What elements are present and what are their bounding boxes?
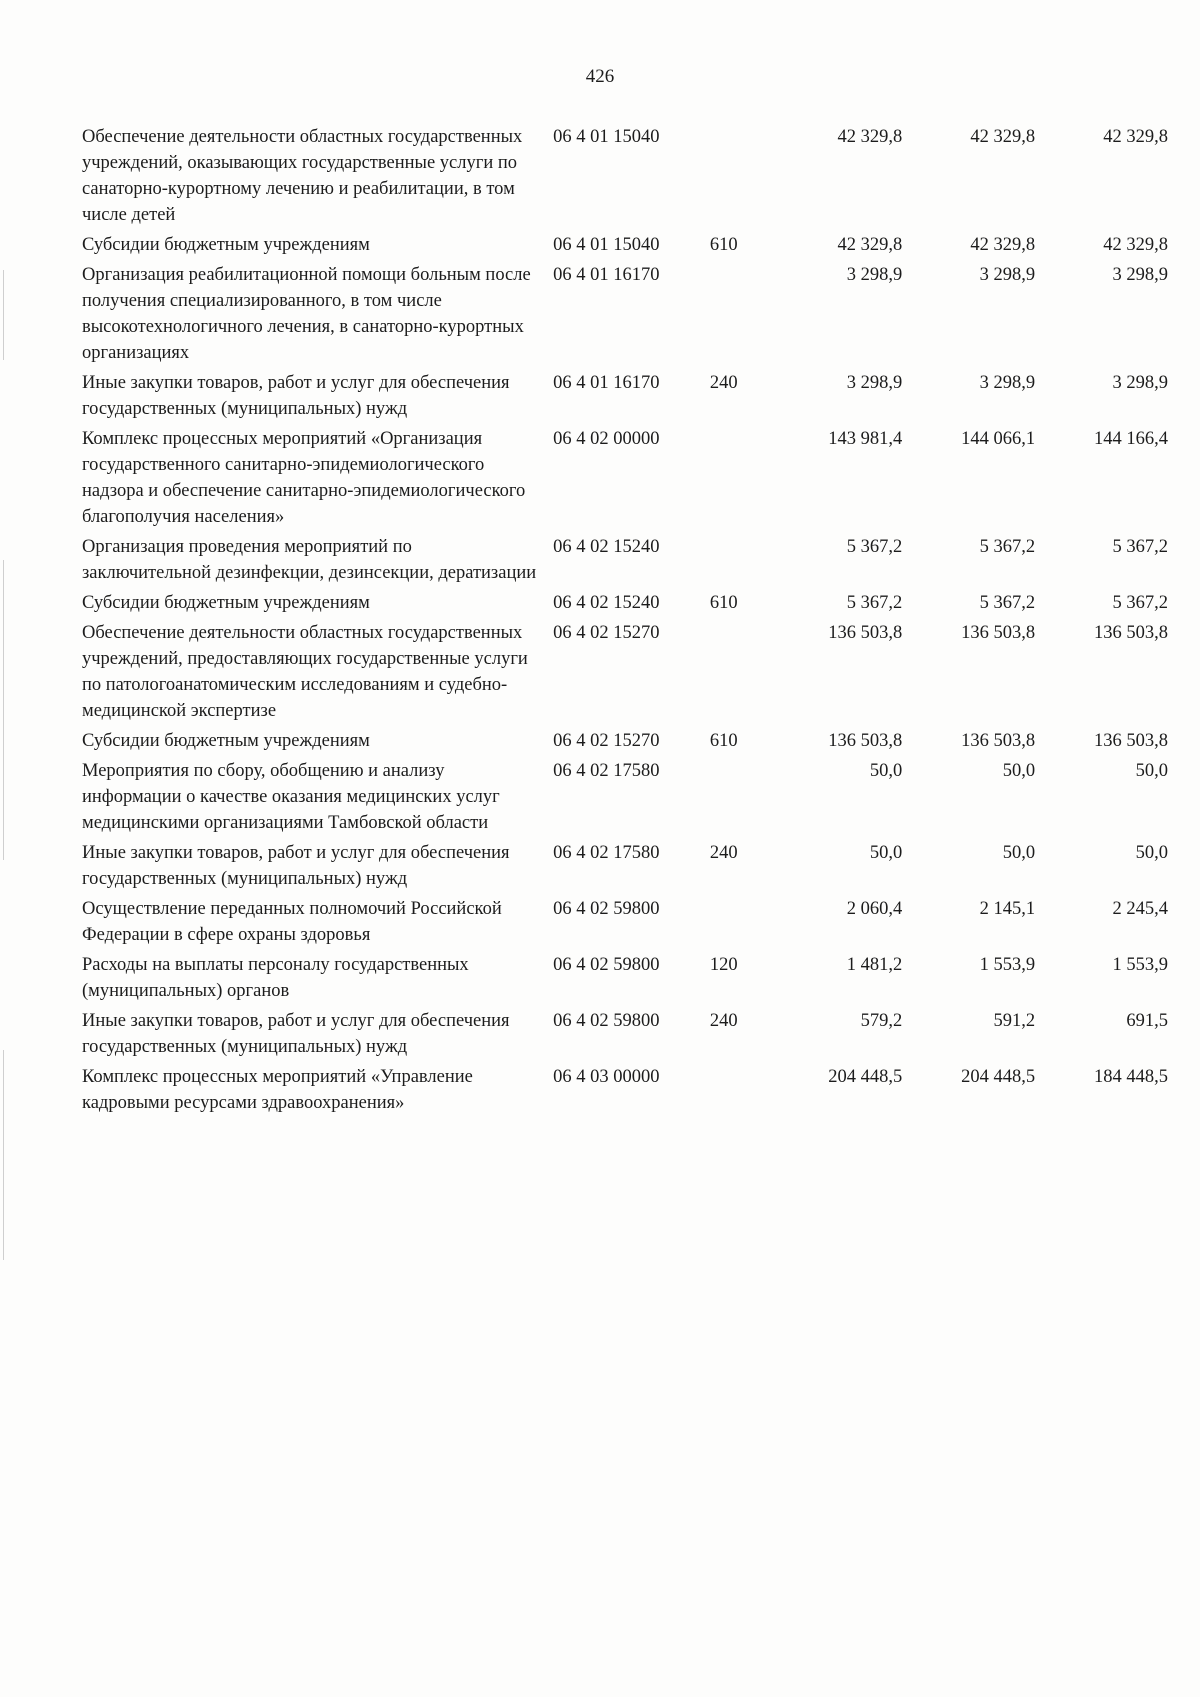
amount-year-1: 204 448,5 xyxy=(828,1067,903,1087)
target-code: 06 4 02 15270 xyxy=(553,623,660,643)
target-code: 06 4 02 17580 xyxy=(553,761,660,781)
item-name: Расходы на выплаты персоналу государственных (муниципальных) органов xyxy=(82,955,469,1001)
item-name: Субсидии бюджетным учреждениям xyxy=(82,731,370,751)
item-name: Обеспечение деятельности областных государственных учреждений, предоставляющих государственные услуги по патологоанатомическим исследованиям и судебно-медицинской экспертизе xyxy=(82,623,528,721)
amount-year-3: 5 367,2 xyxy=(1112,537,1168,557)
amount-year-1: 2 060,4 xyxy=(846,899,903,919)
table-row xyxy=(82,426,1168,530)
table-row xyxy=(82,232,1168,258)
expense-type: 610 xyxy=(709,593,738,613)
amount-year-2: 1 553,9 xyxy=(979,955,1036,975)
target-code: 06 4 02 15240 xyxy=(553,593,660,613)
amount-year-2: 144 066,1 xyxy=(961,429,1036,449)
amount-year-1: 5 367,2 xyxy=(846,593,903,613)
table-row xyxy=(82,1008,1168,1060)
amount-year-2: 5 367,2 xyxy=(979,537,1036,557)
amount-year-2: 50,0 xyxy=(1002,843,1036,863)
table-row xyxy=(82,896,1168,948)
amount-year-3: 136 503,8 xyxy=(1094,731,1168,751)
amount-year-1: 42 329,8 xyxy=(837,127,903,147)
amount-year-3: 2 245,4 xyxy=(1112,899,1168,919)
amount-year-3: 184 448,5 xyxy=(1094,1067,1168,1087)
budget-table xyxy=(82,124,1168,1116)
target-code: 06 4 02 59800 xyxy=(553,899,660,919)
amount-year-3: 691,5 xyxy=(1126,1011,1168,1031)
amount-year-1: 143 981,4 xyxy=(828,429,903,449)
target-code: 06 4 02 17580 xyxy=(553,843,660,863)
amount-year-1: 42 329,8 xyxy=(837,235,903,255)
amount-year-2: 591,2 xyxy=(993,1011,1036,1031)
target-code: 06 4 02 00000 xyxy=(553,429,660,449)
target-code: 06 4 01 15040 xyxy=(553,127,660,147)
item-name: Иные закупки товаров, работ и услуг для обеспечения государственных (муниципальных) нужд xyxy=(82,1011,510,1057)
table-row xyxy=(82,534,1168,586)
amount-year-1: 5 367,2 xyxy=(846,537,903,557)
amount-year-1: 3 298,9 xyxy=(846,373,903,393)
amount-year-3: 136 503,8 xyxy=(1094,623,1168,643)
amount-year-1: 1 481,2 xyxy=(846,955,903,975)
table-row xyxy=(82,124,1168,228)
table-row xyxy=(82,590,1168,616)
item-name: Иные закупки товаров, работ и услуг для обеспечения государственных (муниципальных) нужд xyxy=(82,843,510,889)
amount-year-1: 136 503,8 xyxy=(828,623,903,643)
amount-year-3: 42 329,8 xyxy=(1103,127,1168,147)
item-name: Комплекс процессных мероприятий «Управление кадровыми ресурсами здравоохранения» xyxy=(82,1067,473,1113)
amount-year-1: 50,0 xyxy=(869,843,903,863)
table-row xyxy=(82,262,1168,366)
item-name: Иные закупки товаров, работ и услуг для обеспечения государственных (муниципальных) нужд xyxy=(82,373,510,419)
amount-year-2: 50,0 xyxy=(1002,761,1036,781)
table-row xyxy=(82,840,1168,892)
amount-year-1: 579,2 xyxy=(860,1011,903,1031)
item-name: Субсидии бюджетным учреждениям xyxy=(82,235,370,255)
expense-type: 240 xyxy=(709,1011,738,1031)
table-row xyxy=(82,370,1168,422)
amount-year-3: 50,0 xyxy=(1135,761,1168,781)
scan-edge-mark xyxy=(3,270,4,360)
expense-type: 240 xyxy=(709,373,738,393)
scan-edge-mark xyxy=(3,1050,4,1260)
target-code: 06 4 01 15040 xyxy=(553,235,660,255)
item-name: Комплекс процессных мероприятий «Организация государственного санитарно-эпидемиологического надзора и обеспечение санитарно-эпидемиологического благополучия населения» xyxy=(82,429,526,527)
table-row xyxy=(82,620,1168,724)
amount-year-2: 42 329,8 xyxy=(970,127,1036,147)
amount-year-1: 3 298,9 xyxy=(846,265,903,285)
amount-year-3: 3 298,9 xyxy=(1112,265,1168,285)
amount-year-2: 2 145,1 xyxy=(979,899,1036,919)
amount-year-2: 204 448,5 xyxy=(961,1067,1036,1087)
target-code: 06 4 02 15240 xyxy=(553,537,660,557)
table-row xyxy=(82,1064,1168,1116)
target-code: 06 4 02 59800 xyxy=(553,1011,660,1031)
amount-year-2: 136 503,8 xyxy=(961,731,1036,751)
item-name: Организация реабилитационной помощи больным после получения специализированного, в том числе высокотехнологичного лечения, в санаторно-курортных организациях xyxy=(82,265,531,363)
amount-year-3: 5 367,2 xyxy=(1112,593,1168,613)
amount-year-3: 42 329,8 xyxy=(1103,235,1168,255)
target-code: 06 4 02 59800 xyxy=(553,955,660,975)
scan-edge-mark xyxy=(3,560,4,860)
amount-year-3: 3 298,9 xyxy=(1112,373,1168,393)
item-name: Субсидии бюджетным учреждениям xyxy=(82,593,370,613)
table-row xyxy=(82,728,1168,754)
expense-type: 120 xyxy=(709,955,738,975)
amount-year-2: 136 503,8 xyxy=(961,623,1036,643)
amount-year-3: 50,0 xyxy=(1135,843,1168,863)
expense-type: 610 xyxy=(709,235,738,255)
target-code: 06 4 02 15270 xyxy=(553,731,660,751)
amount-year-2: 3 298,9 xyxy=(979,265,1036,285)
item-name: Осуществление переданных полномочий Российской Федерации в сфере охраны здоровья xyxy=(82,899,502,945)
amount-year-1: 50,0 xyxy=(869,761,903,781)
amount-year-1: 136 503,8 xyxy=(828,731,903,751)
target-code: 06 4 01 16170 xyxy=(553,265,660,285)
expense-type: 240 xyxy=(709,843,738,863)
item-name: Организация проведения мероприятий по заключительной дезинфекции, дезинсекции, дератизации xyxy=(82,537,537,583)
page-number: 426 xyxy=(585,66,615,87)
target-code: 06 4 01 16170 xyxy=(553,373,660,393)
amount-year-3: 144 166,4 xyxy=(1094,429,1168,449)
target-code: 06 4 03 00000 xyxy=(553,1067,660,1087)
item-name: Обеспечение деятельности областных государственных учреждений, оказывающих государственные услуги по санаторно-курортному лечению и реабилитации, в том числе детей xyxy=(82,127,523,225)
item-name: Мероприятия по сбору, обобщению и анализу информации о качестве оказания медицинских услуг медицинскими организациями Тамбовской области xyxy=(82,761,500,833)
expense-type: 610 xyxy=(709,731,738,751)
amount-year-2: 3 298,9 xyxy=(979,373,1036,393)
amount-year-2: 5 367,2 xyxy=(979,593,1036,613)
table-row xyxy=(82,758,1168,836)
table-row xyxy=(82,952,1168,1004)
amount-year-2: 42 329,8 xyxy=(970,235,1036,255)
amount-year-3: 1 553,9 xyxy=(1112,955,1168,975)
